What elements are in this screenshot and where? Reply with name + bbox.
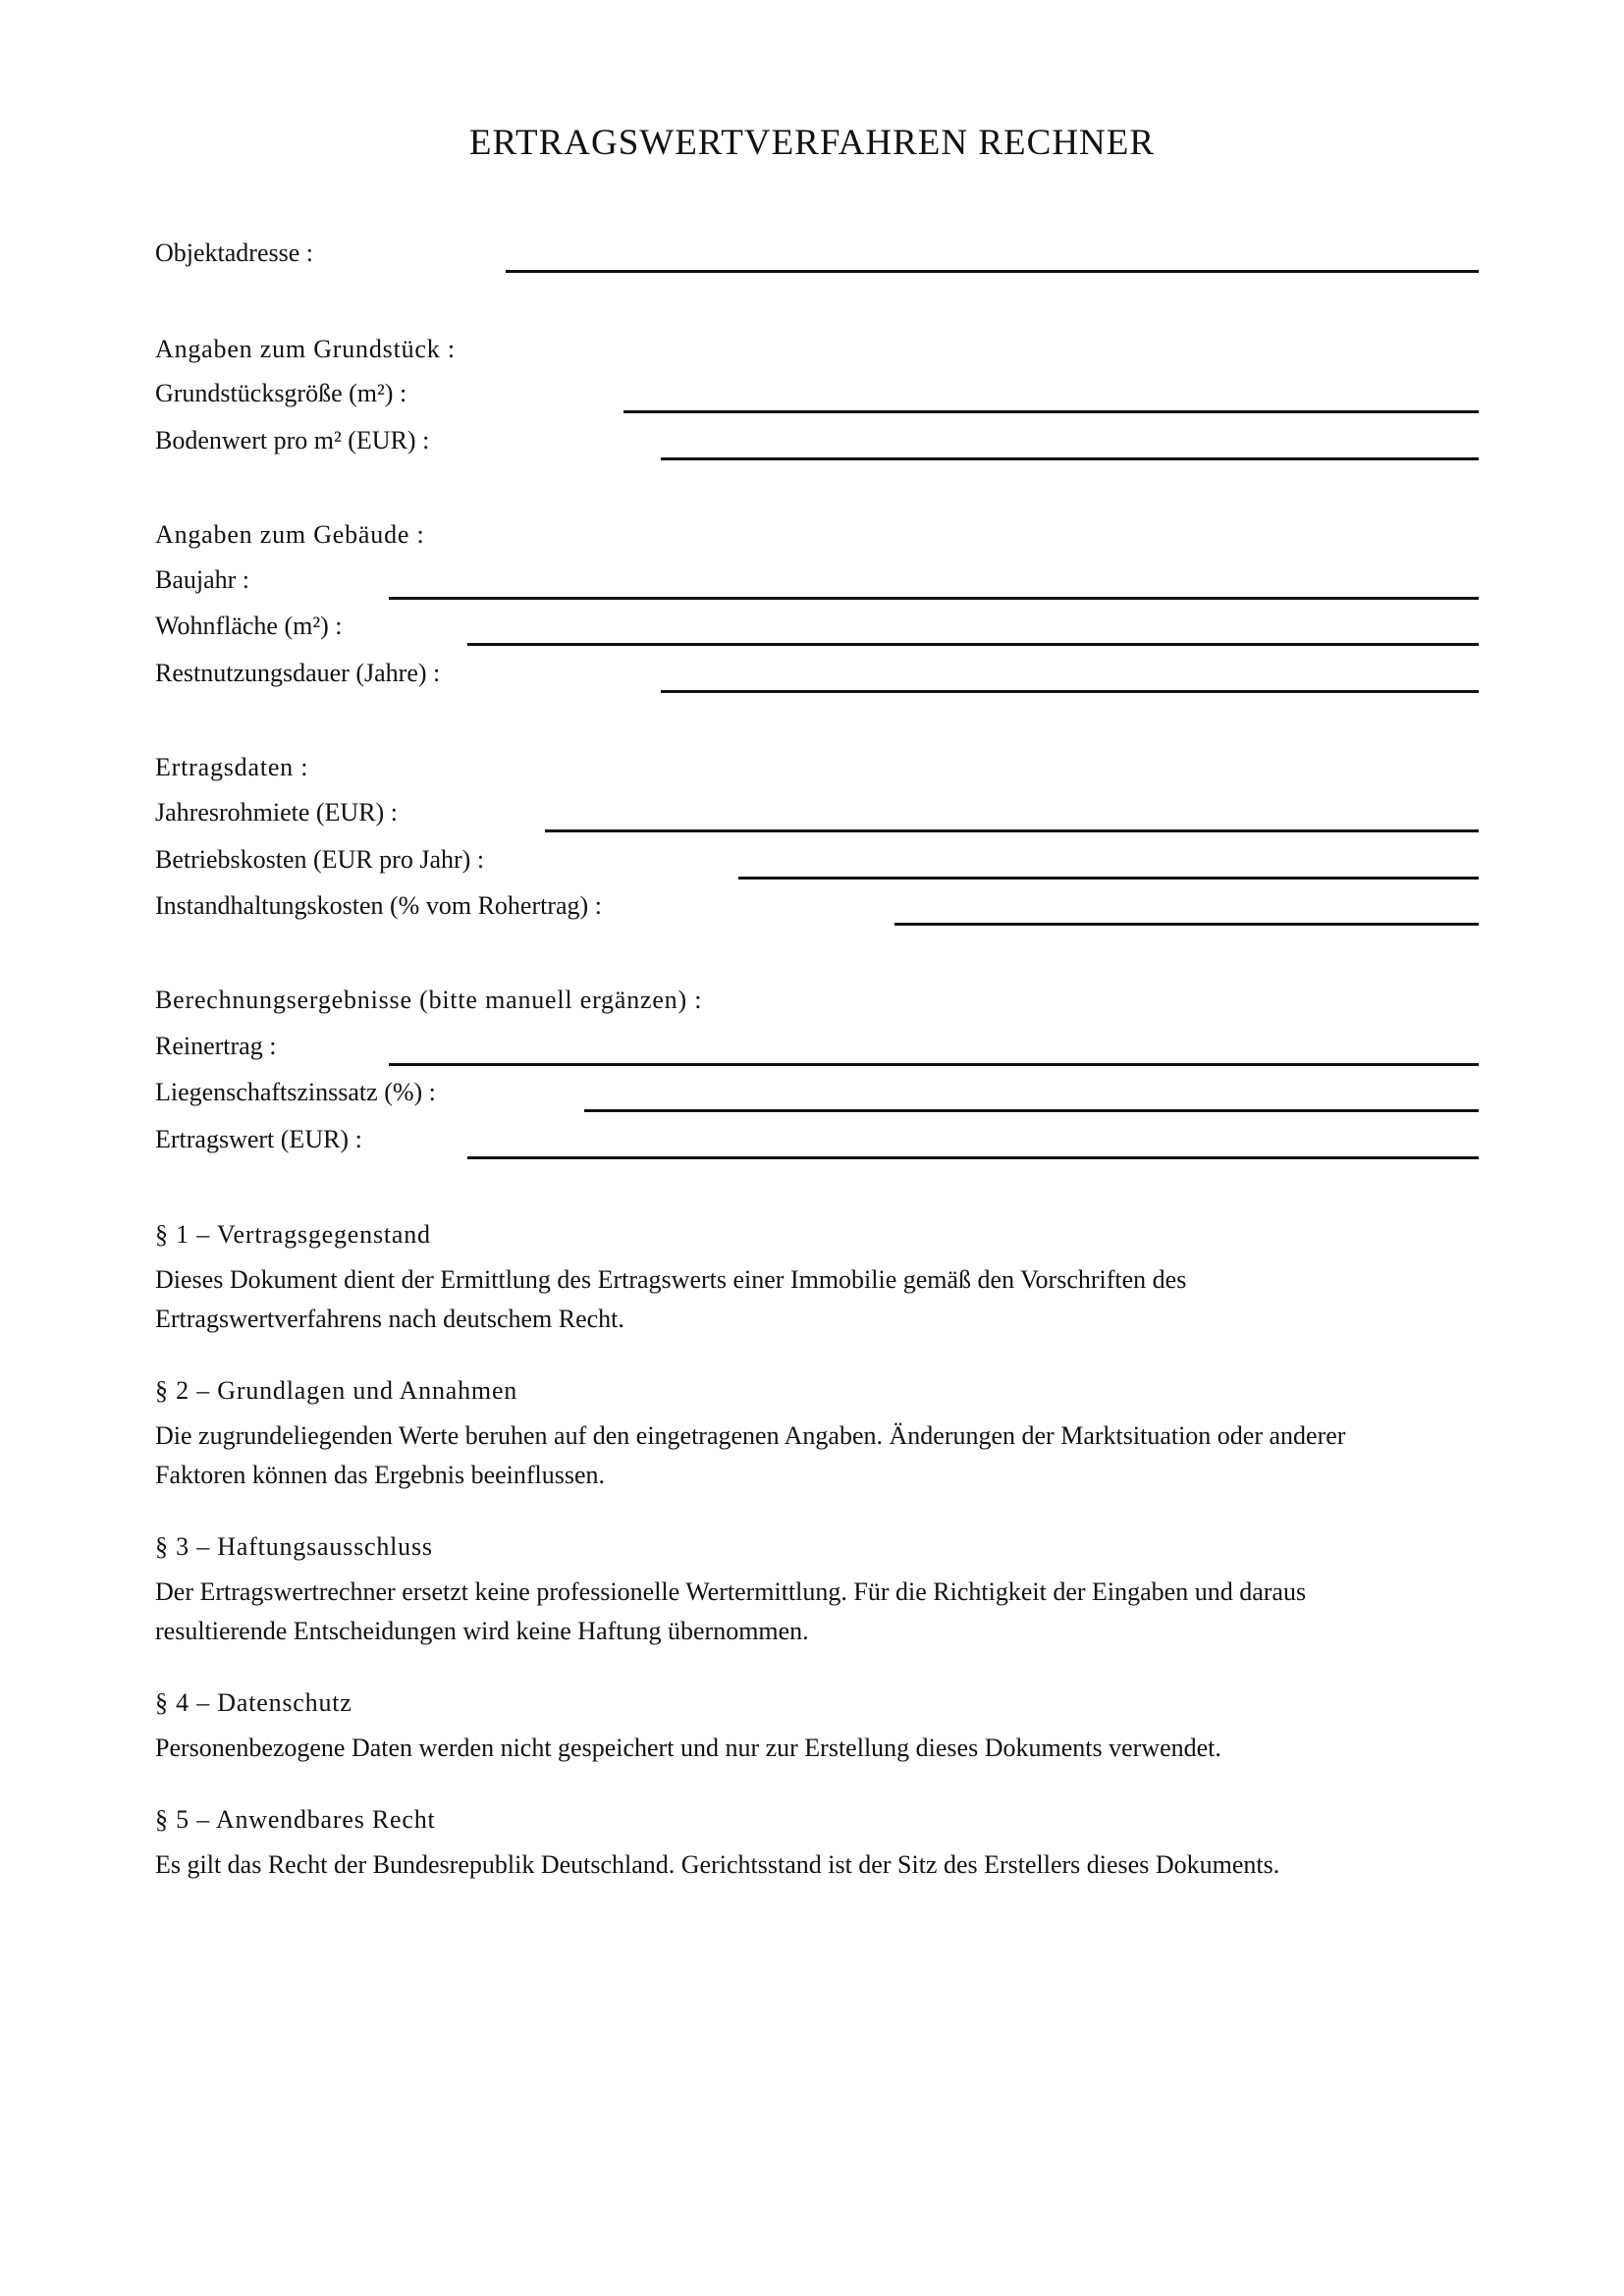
plot-size-input-line[interactable] <box>623 410 1479 413</box>
section-1-line-2: Ertragswertverfahrens nach deutschem Recht. <box>155 1305 624 1333</box>
annual-rent-label: Jahresrohmiete (EUR) : <box>155 798 398 827</box>
section-3-title: § 3 – Haftungsausschluss <box>155 1532 433 1561</box>
operating-cost-label: Betriebskosten (EUR pro Jahr) : <box>155 845 485 874</box>
living-area-input-line[interactable] <box>467 643 1479 646</box>
field-net-income <box>155 1027 1479 1066</box>
operating-cost-input-line[interactable] <box>738 877 1479 880</box>
field-remaining-life <box>155 654 1479 693</box>
section-5-title: § 5 – Anwendbares Recht <box>155 1805 436 1834</box>
field-operating-cost <box>155 840 1479 880</box>
section-1-text <box>155 1260 1481 1339</box>
income-value-input-line[interactable] <box>467 1156 1479 1159</box>
object-address-input-line[interactable] <box>506 270 1479 273</box>
remaining-life-label: Restnutzungsdauer (Jahre) : <box>155 659 441 687</box>
section-4-title: § 4 – Datenschutz <box>155 1688 352 1717</box>
section-2-line-1: Die zugrundeliegenden Werte beruhen auf den eingetragenen Angaben. Änderungen der Marktsituation oder anderer <box>155 1421 1346 1450</box>
interest-rate-label: Liegenschaftszinssatz (%) : <box>155 1078 436 1106</box>
interest-rate-input-line[interactable] <box>584 1109 1479 1112</box>
section-2-text <box>155 1416 1481 1495</box>
land-value-input-line[interactable] <box>661 457 1479 460</box>
living-area-label: Wohnfläche (m²) : <box>155 612 343 640</box>
build-year-label: Baujahr : <box>155 565 250 594</box>
annual-rent-input-line[interactable] <box>545 829 1479 832</box>
section-1-title: § 1 – Vertragsgegenstand <box>155 1220 431 1249</box>
section-3-line-1: Der Ertragswertrechner ersetzt keine professionelle Wertermittlung. Für die Richtigkeit der Eingaben und daraus <box>155 1577 1307 1606</box>
field-plot-size <box>155 374 1479 413</box>
section-2-title: § 2 – Grundlagen und Annahmen <box>155 1376 518 1405</box>
remaining-life-input-line[interactable] <box>661 690 1479 693</box>
land-value-label: Bodenwert pro m² (EUR) : <box>155 426 430 454</box>
ergebnis-heading: Berechnungsergebnisse (bitte manuell ergänzen) : <box>155 986 703 1014</box>
section-2-line-2: Faktoren können das Ergebnis beeinflussen. <box>155 1461 606 1489</box>
maintenance-cost-input-line[interactable] <box>894 923 1479 926</box>
section-5-text <box>155 1845 1481 1885</box>
net-income-input-line[interactable] <box>389 1063 1479 1066</box>
field-living-area <box>155 607 1479 646</box>
section-4-line-1: Personenbezogene Daten werden nicht gespeichert und nur zur Erstellung dieses Dokuments verwendet. <box>155 1734 1221 1762</box>
field-interest-rate <box>155 1073 1479 1112</box>
field-object-address <box>155 234 1479 273</box>
section-5-line-1: Es gilt das Recht der Bundesrepublik Deutschland. Gerichtsstand ist der Sitz des Erstellers dieses Dokuments. <box>155 1850 1280 1879</box>
section-3-text <box>155 1573 1481 1651</box>
grundstueck-heading: Angaben zum Grundstück : <box>155 335 456 363</box>
ertrag-heading: Ertragsdaten : <box>155 753 309 781</box>
gebaeude-heading: Angaben zum Gebäude : <box>155 520 425 549</box>
object-address-label: Objektadresse : <box>155 239 314 267</box>
document-title: ERTRAGSWERTVERFAHREN RECHNER <box>468 123 1156 163</box>
maintenance-cost-label: Instandhaltungskosten (% vom Rohertrag) : <box>155 891 602 920</box>
section-1-line-1: Dieses Dokument dient der Ermittlung des Ertragswerts einer Immobilie gemäß den Vorschriften des <box>155 1265 1187 1294</box>
field-income-value <box>155 1120 1479 1159</box>
build-year-input-line[interactable] <box>389 597 1479 600</box>
field-land-value <box>155 421 1479 460</box>
net-income-label: Reinertrag : <box>155 1032 277 1060</box>
section-3-line-2: resultierende Entscheidungen wird keine Haftung übernommen. <box>155 1617 809 1645</box>
field-build-year <box>155 561 1479 600</box>
field-annual-rent <box>155 793 1479 832</box>
field-maintenance-cost <box>155 886 1479 926</box>
section-4-text <box>155 1729 1481 1768</box>
plot-size-label: Grundstücksgröße (m²) : <box>155 379 407 407</box>
income-value-label: Ertragswert (EUR) : <box>155 1125 362 1153</box>
